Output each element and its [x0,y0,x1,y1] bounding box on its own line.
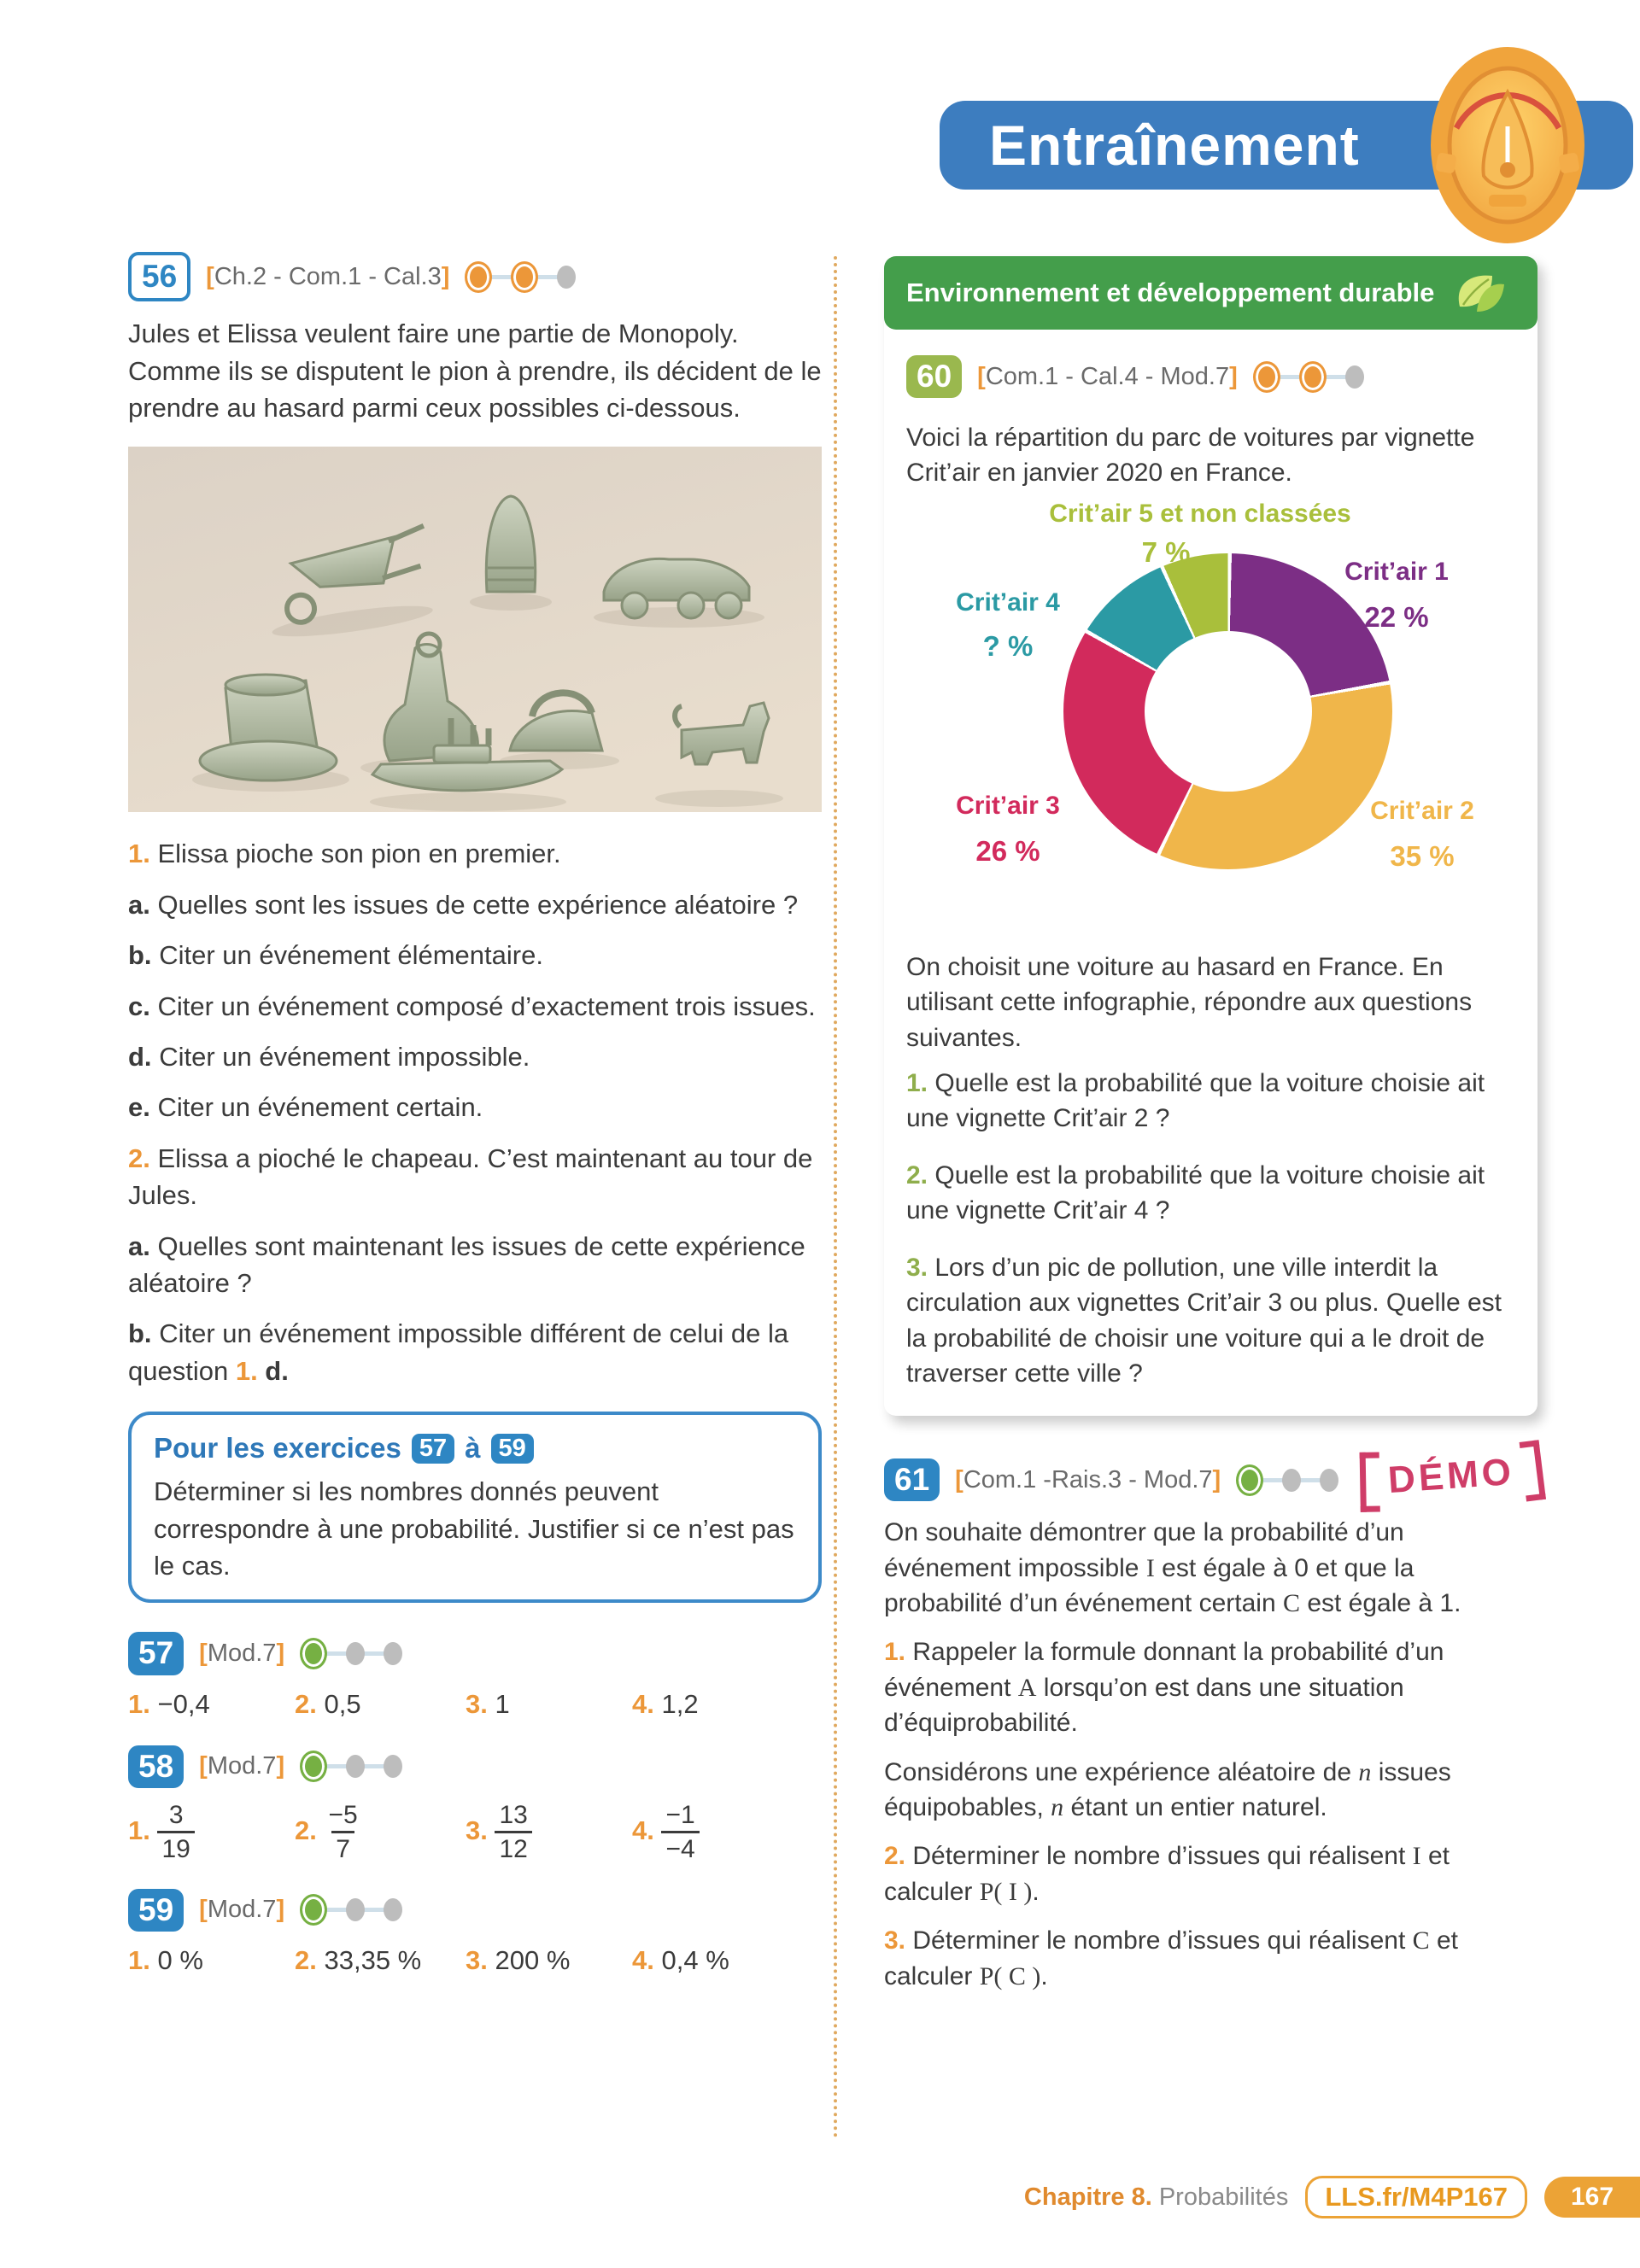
difficulty-dots [465,261,576,293]
chart-label-critair1: Crit’air 1 [1344,558,1449,586]
stamp-left-bracket [1360,1452,1380,1511]
chart-value-critair2: 35 % [1390,840,1455,872]
chart-value-critair5: 7 % [1141,536,1191,568]
exercise-57-badge: 57 [128,1632,184,1675]
item: 1. $\frac{3}{19}$ [128,1802,295,1863]
exercise-58-badge: 58 [128,1745,184,1788]
exercise-60-q1: 1. Quelle est la probabilité que la voiture choisie ait une vignette Crit’air 2 ? [906,1069,1485,1133]
exercise-59-badge: 59 [128,1889,184,1932]
environment-banner-title: Environnement et développement durable [906,278,1435,307]
exercise-60-tags: [Com.1 - Cal.4 - Mod.7] [977,362,1238,390]
chart-value-critair3: 26 % [975,835,1040,867]
exercise-61-p2: Considérons une expérience aléatoire de n issues équipobables, n étant un entier naturel. [884,1757,1451,1821]
ex56-q1c: c. Citer un événement composé d’exactement trois issues. [128,991,816,1021]
exercise-56-intro: Jules et Elissa veulent faire une partie de Monopoly. Comme ils se disputent le pion à prendre, ils décident de le prendre au hasard parmi ceux possibles ci-dessous. [128,319,822,424]
exercise-60-text: On choisit une voiture au hasard en France. En utilisant cette infographie, répondre aux questions suivantes. [906,953,1473,1052]
item: 3. 1 [466,1688,510,1719]
column-divider [834,256,837,2139]
exercise-56-header [128,252,822,301]
critair-donut-chart [884,502,1538,939]
demo-stamp: DÉMO [1358,1441,1544,1513]
ex56-q1d: d. Citer un événement impossible. [128,1041,530,1072]
fraction: $\frac{3}{19}$ [157,1802,194,1863]
lls-link-pill: LLS.fr/M4P167 [1305,2176,1527,2218]
chart-value-critair4: ? % [982,630,1034,662]
exercise-59-header [128,1889,822,1932]
environment-card [884,256,1538,1416]
monopoly-tokens-photo [128,447,822,812]
left-column [128,252,822,2002]
item: 4. $\frac{-1}{-4}$ [632,1802,822,1863]
exercise-61-badge: 61 [884,1458,940,1501]
page-number-pill: 167 [1544,2177,1640,2218]
leaves-icon [1453,271,1506,315]
chart-value-critair1: 22 % [1364,601,1429,633]
ex56-q1b: b. Citer un événement élémentaire. [128,940,543,971]
pen-medal-icon [1428,44,1587,246]
exercise-56-tags: [Ch.2 - Com.1 - Cal.3] [206,262,450,290]
item: 2. 33,35 % [295,1945,422,1976]
item: 2. $\frac{-5}{7}$ [295,1802,466,1863]
callout-body: Déterminer si les nombres donnés peuvent correspondre à une probabilité. Justifier si ce n’est pas le cas. [154,1476,794,1581]
page-footer [1024,2176,1640,2218]
difficulty-dots [1236,1464,1338,1496]
exercise-61-tags: [Com.1 -Rais.3 - Mod.7] [955,1465,1221,1493]
item: 1. 0 % [128,1945,203,1976]
ex56-q1: 1. Elissa pioche son pion en premier. [128,839,561,869]
fraction: $\frac{-5}{7}$ [328,1800,358,1864]
exercise-59-tags: [Mod.7] [199,1896,285,1924]
ex56-q2: 2. Elissa a pioché le chapeau. C’est maintenant au tour de Jules. [128,1143,813,1211]
ex56-q1e: e. Citer un événement certain. [128,1092,483,1123]
item: 2. 0,5 [295,1688,361,1719]
exercise-58-items [128,1802,822,1863]
exercise-61-header [884,1450,1538,1502]
section-title: Entraînement [989,114,1360,177]
exercise-60-q2: 2. Quelle est la probabilité que la voiture choisie ait une vignette Crit’air 4 ? [906,1161,1485,1225]
difficulty-dots [300,1638,402,1669]
exercises-57-59-callout [128,1412,822,1603]
exercise-59-items [128,1945,822,1976]
item: 3. $\frac{13}{12}$ [466,1802,632,1863]
exercise-60-header [906,355,1364,398]
exercise-57-tags: [Mod.7] [199,1639,285,1667]
environment-banner [884,256,1538,330]
difficulty-dots [1253,361,1364,393]
exercise-60-badge: 60 [906,355,962,398]
difficulty-dots [300,1894,402,1926]
ex56-q2b: b. Citer un événement impossible différent de celui de la question 1. d. [128,1318,789,1386]
ex56-q1a: a. Quelles sont les issues de cette expérience aléatoire ? [128,889,799,920]
exercise-60-intro: Voici la répartition du parc de voitures par vignette Crit’air en janvier 2020 en France. [906,424,1475,488]
difficulty-dots [300,1751,402,1782]
exercise-58-tags: [Mod.7] [199,1752,285,1780]
ex56-q2a: a. Quelles sont maintenant les issues de cette expérience aléatoire ? [128,1230,805,1298]
exercise-61 [884,1450,1538,1994]
callout-badge-59: 59 [491,1434,534,1464]
callout-title: Pour les exercices 57 à 59 [154,1432,796,1464]
item: 1. −0,4 [128,1688,210,1719]
exercise-61-intro: On souhaite démontrer que la probabilité d’un événement impossible I est égale à 0 et que la probabilité d’un événement certain C est égale à 1. [884,1518,1461,1618]
chapter-label: Chapitre 8. Probabilités [1023,2183,1289,2211]
exercise-58-header [128,1745,822,1788]
chart-label-critair2: Crit’air 2 [1370,797,1474,825]
exercise-61-q1: 1. Rappeler la formule donnant la probabilité d’un événement A lorsqu’on est dans une situation d’équiprobabilité. [884,1638,1444,1738]
donut-hole [1145,631,1312,792]
exercise-56-badge: 56 [128,252,190,301]
chart-label-critair5: Crit’air 5 et non classées [1049,500,1351,528]
exercise-57-header [128,1632,822,1675]
item: 3. 200 % [466,1945,571,1976]
item: 4. 1,2 [632,1688,699,1719]
exercise-57-items [128,1689,822,1720]
callout-badge-57: 57 [412,1434,454,1464]
fraction: $\frac{13}{12}$ [495,1802,531,1863]
fraction: $\frac{-1}{-4}$ [661,1802,699,1863]
exercise-61-q3: 3. Déterminer le nombre d’issues qui réalisent C et calculer P( C ). [884,1926,1459,1990]
chart-label-critair3: Crit’air 3 [956,792,1060,820]
exercise-61-q2: 2. Déterminer le nombre d’issues qui réalisent I et calculer P( I ). [884,1842,1450,1906]
item: 4. 0,4 % [632,1945,729,1976]
exercise-60-q3: 3. Lors d’un pic de pollution, une ville interdit la circulation aux vignettes Crit’air 3 ou plus. Quelle est la probabilité de choisir une voiture qui a le droit de traverser cette ville ? [906,1254,1502,1388]
chart-label-critair4: Crit’air 4 [956,588,1060,617]
